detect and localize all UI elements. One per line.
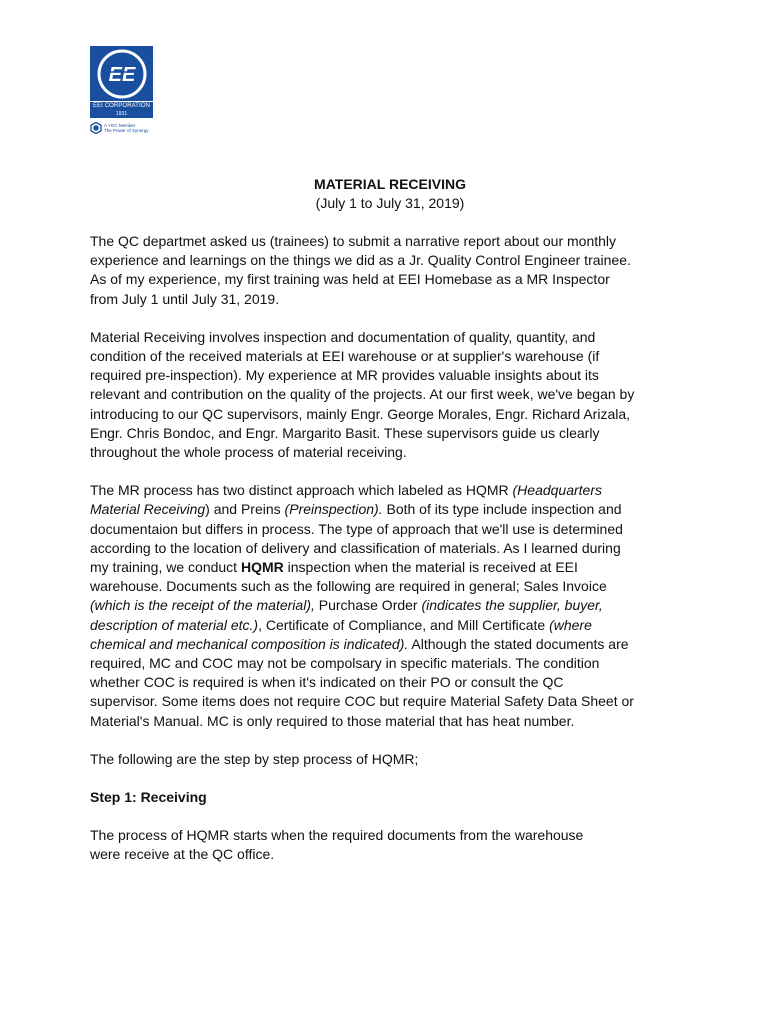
company-name: EEI CORPORATION	[90, 102, 153, 111]
text-line: warehouse. Documents such as the following are required in general; Sales Invoice	[90, 578, 607, 595]
page-subtitle: (July 1 to July 31, 2019)	[315, 195, 465, 211]
text-line: from July 1 until July 31, 2019.	[90, 290, 280, 307]
text-line: The following are the step by step process of HQMR;	[90, 750, 419, 767]
text-line: Engr. Chris Bondoc, and Engr. Margarito Basit. These supervisors guide us clearly	[90, 424, 600, 441]
text-line: according to the location of delivery and classification of materials. As I learned during	[90, 539, 621, 556]
text-line: chemical and mechanical composition is indicated). Although the stated documents are	[90, 635, 629, 652]
text-line: required, MC and COC may not be compolsary in specific materials. The condition	[90, 655, 600, 672]
text-line: description of material etc.), Certificate of Compliance, and Mill Certificate (where	[90, 616, 592, 633]
ygc-member-badge	[90, 122, 153, 134]
text-line: required pre-inspection). My experience at MR provides valuable insights about its	[90, 367, 599, 384]
text-line: experience and learnings on the things we did as a Jr. Quality Control Engineer trainee.	[90, 252, 631, 269]
text-line: The MR process has two distinct approach which labeled as HQMR (Headquarters	[90, 482, 603, 499]
ygc-tagline: The Power of Synergy	[104, 128, 149, 133]
document-body	[90, 175, 690, 864]
paragraph-step-intro	[90, 750, 690, 769]
text-line: throughout the whole process of material receiving.	[90, 444, 407, 461]
text-line: Material Receiving involves inspection and documentation of quality, quantity, and	[90, 328, 596, 345]
text-line: whether COC is required is when it's indicated on their PO or consult the QC	[90, 674, 564, 691]
company-logo	[90, 46, 153, 134]
eei-emblem-icon	[96, 48, 148, 100]
text-line: The process of HQMR starts when the required documents from the warehouse	[90, 827, 584, 844]
svg-text:EE: EE	[108, 63, 135, 86]
paragraph-mr-process	[90, 481, 690, 731]
text-line: my training, we conduct HQMR inspection when the material is received at EEI	[90, 559, 578, 576]
text-line: were receive at the QC office.	[90, 846, 275, 863]
ygc-member-label: A YGC Member	[104, 123, 136, 128]
text-line: supervisor. Some items does not require COC but require Material Safety Data Sheet or	[90, 693, 634, 710]
text-line: condition of the received materials at EEI warehouse or at supplier's warehouse (if	[90, 348, 600, 365]
page-title: MATERIAL RECEIVING	[314, 176, 466, 192]
paragraph-step-1	[90, 826, 690, 864]
text-line: introducing to our QC supervisors, mainly Engr. George Morales, Engr. Richard Arizala,	[90, 405, 631, 422]
paragraph-material-receiving	[90, 328, 690, 462]
ygc-hexagon-icon	[90, 122, 102, 134]
text-line: As of my experience, my first training was held at EEI Homebase as a MR Inspector	[90, 271, 610, 288]
step-1-heading: Step 1: Receiving	[90, 789, 207, 806]
text-line: relevant and contribution on the quality of the projects. At our first week, we've began by	[90, 386, 635, 403]
eei-logo-mark	[90, 46, 153, 101]
text-line: Material's Manual. MC is only required to those material that has heat number.	[90, 712, 575, 729]
text-line: documentaion but differs in process. The type of approach that we'll use is determined	[90, 520, 623, 537]
text-line: (which is the receipt of the material), Purchase Order (indicates the supplier, buyer,	[90, 597, 603, 614]
text-line: The QC departmet asked us (trainees) to submit a narrative report about our monthly	[90, 233, 617, 249]
company-founded-year: 1931	[90, 111, 153, 118]
paragraph-intro	[90, 232, 690, 309]
text-line: Material Receiving) and Preins (Preinspection). Both of its type include inspection and	[90, 501, 622, 518]
